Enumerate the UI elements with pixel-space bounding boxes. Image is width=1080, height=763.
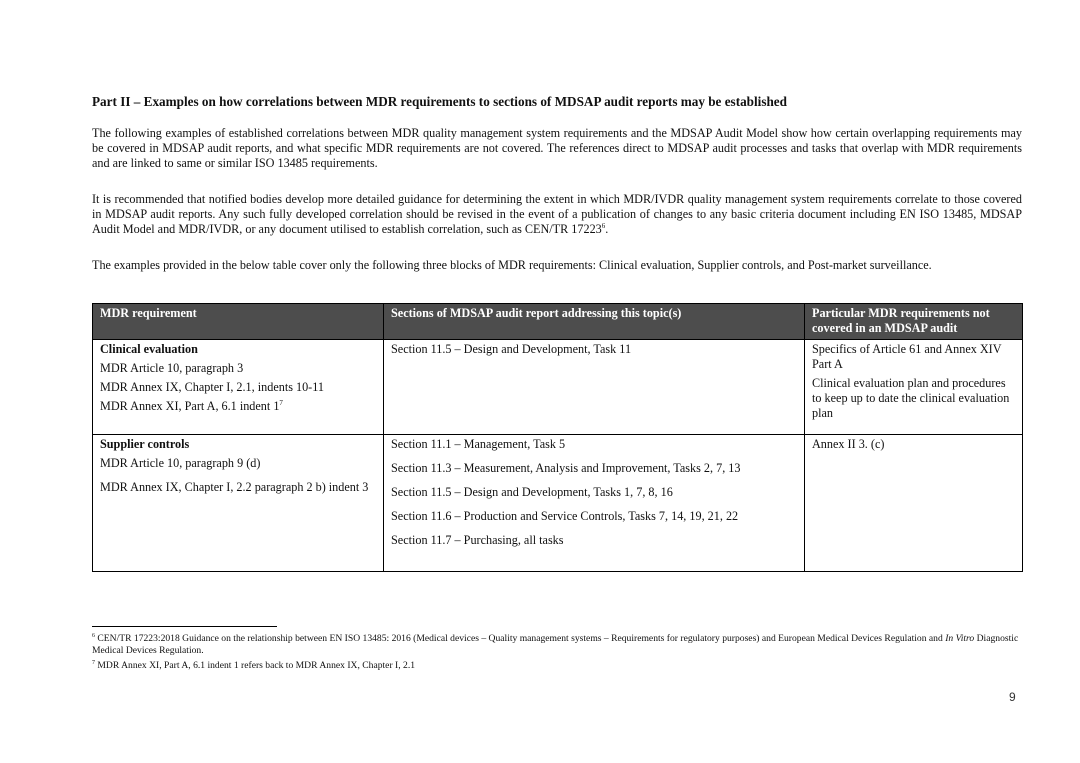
mdsap-sections-cell bbox=[384, 435, 805, 572]
requirement-item: MDR Article 10, paragraph 9 (d) bbox=[100, 456, 261, 470]
mdsap-sections-cell bbox=[384, 340, 805, 435]
header-mdsap-sections: Sections of MDSAP audit report addressing this topic(s) bbox=[384, 304, 805, 340]
footnote-separator bbox=[92, 626, 277, 627]
footnote-italic-text: In Vitro bbox=[945, 633, 975, 644]
section-item: Section 11.7 – Purchasing, all tasks bbox=[391, 533, 564, 547]
footnote-ref-6[interactable]: 6 bbox=[601, 221, 606, 230]
mdr-requirement-cell bbox=[93, 435, 384, 572]
footnote-6 bbox=[92, 633, 1022, 657]
intro-paragraph: The following examples of established correlations between MDR quality management system requirements and the MDSAP Audit Model show how certain overlapping requirements may be covered in MDSAP audit reports, and what specific MDR requirements are not covered. The references direct to MDSAP audit processes and tasks that overlap with MDR requirements and are linked to same or similar ISO 13485 requirements. bbox=[92, 126, 1022, 170]
not-covered-item: Clinical evaluation plan and procedures to keep up to date the clinical evaluation plan bbox=[812, 376, 1010, 420]
recommendation-paragraph bbox=[92, 192, 1022, 237]
footnote-7 bbox=[92, 660, 1022, 672]
requirement-item: MDR Annex IX, Chapter I, 2.2 paragraph 2 b) indent 3 bbox=[100, 480, 369, 494]
section-item: Section 11.6 – Production and Service Controls, Tasks 7, 14, 19, 21, 22 bbox=[391, 509, 739, 523]
not-covered-item: Annex II 3. (c) bbox=[812, 437, 885, 451]
page-number: 9 bbox=[1009, 690, 1016, 704]
section-item: Section 11.1 – Management, Task 5 bbox=[391, 437, 566, 451]
section-item: Section 11.5 – Design and Development, Tasks 1, 7, 8, 16 bbox=[391, 485, 673, 499]
table-row bbox=[93, 435, 1023, 572]
requirement-item: MDR Article 10, paragraph 3 bbox=[100, 361, 244, 375]
not-covered-item: Specifics of Article 61 and Annex XIV Part A bbox=[812, 342, 1002, 371]
mdr-requirement-cell bbox=[93, 340, 384, 435]
footnote-text: CEN/TR 17223:2018 Guidance on the relationship between EN ISO 13485: 2016 (Medical devices – Quality management systems – Requirements for regulatory purposes) and European Medical Devices Regulation and bbox=[97, 633, 946, 644]
recommendation-text: It is recommended that notified bodies develop more detailed guidance for determining the extent in which MDR/IVDR quality management system requirements correlate to those covered in MDSAP audit reports. Any such fully developed correlation should be revised in the event of a publication of changes to any basic criteria document including EN ISO 13485, MDSAP Audit Model and MDR/IVDR, or any document utilised to establish correlation, such as CEN/TR 17223 bbox=[92, 192, 1022, 236]
requirement-item: MDR Annex XI, Part A, 6.1 indent 1 bbox=[100, 399, 280, 413]
row-title: Supplier controls bbox=[100, 437, 190, 451]
requirement-item-with-ref bbox=[100, 399, 376, 414]
section-item: Section 11.3 – Measurement, Analysis and Improvement, Tasks 2, 7, 13 bbox=[391, 461, 741, 475]
not-covered-cell bbox=[805, 435, 1023, 572]
row-title: Clinical evaluation bbox=[100, 342, 198, 356]
scope-paragraph: The examples provided in the below table cover only the following three blocks of MDR requirements: Clinical evaluation, Supplier controls, and Post-market surveillance. bbox=[92, 258, 932, 272]
footnote-ref-7[interactable]: 7 bbox=[279, 398, 283, 407]
section-heading: Part II – Examples on how correlations between MDR requirements to sections of MDSAP audit reports may be established bbox=[92, 94, 787, 109]
header-not-covered: Particular MDR requirements not covered in an MDSAP audit bbox=[805, 304, 1023, 340]
footnote-text: Diagnostic Medical Devices Regulation. bbox=[92, 633, 1019, 656]
table-header-row bbox=[93, 304, 1023, 340]
header-mdr-requirement: MDR requirement bbox=[93, 304, 384, 340]
footnote-number: 7 bbox=[92, 659, 95, 666]
footnote-number: 6 bbox=[92, 632, 95, 639]
correlation-table bbox=[92, 303, 1023, 572]
recommendation-end: . bbox=[605, 222, 609, 236]
footnote-text: MDR Annex XI, Part A, 6.1 indent 1 refers back to MDR Annex IX, Chapter I, 2.1 bbox=[97, 660, 416, 671]
requirement-item: MDR Annex IX, Chapter I, 2.1, indents 10-11 bbox=[100, 380, 324, 394]
table-row bbox=[93, 340, 1023, 435]
section-item: Section 11.5 – Design and Development, Task 11 bbox=[391, 342, 632, 356]
not-covered-cell bbox=[805, 340, 1023, 435]
